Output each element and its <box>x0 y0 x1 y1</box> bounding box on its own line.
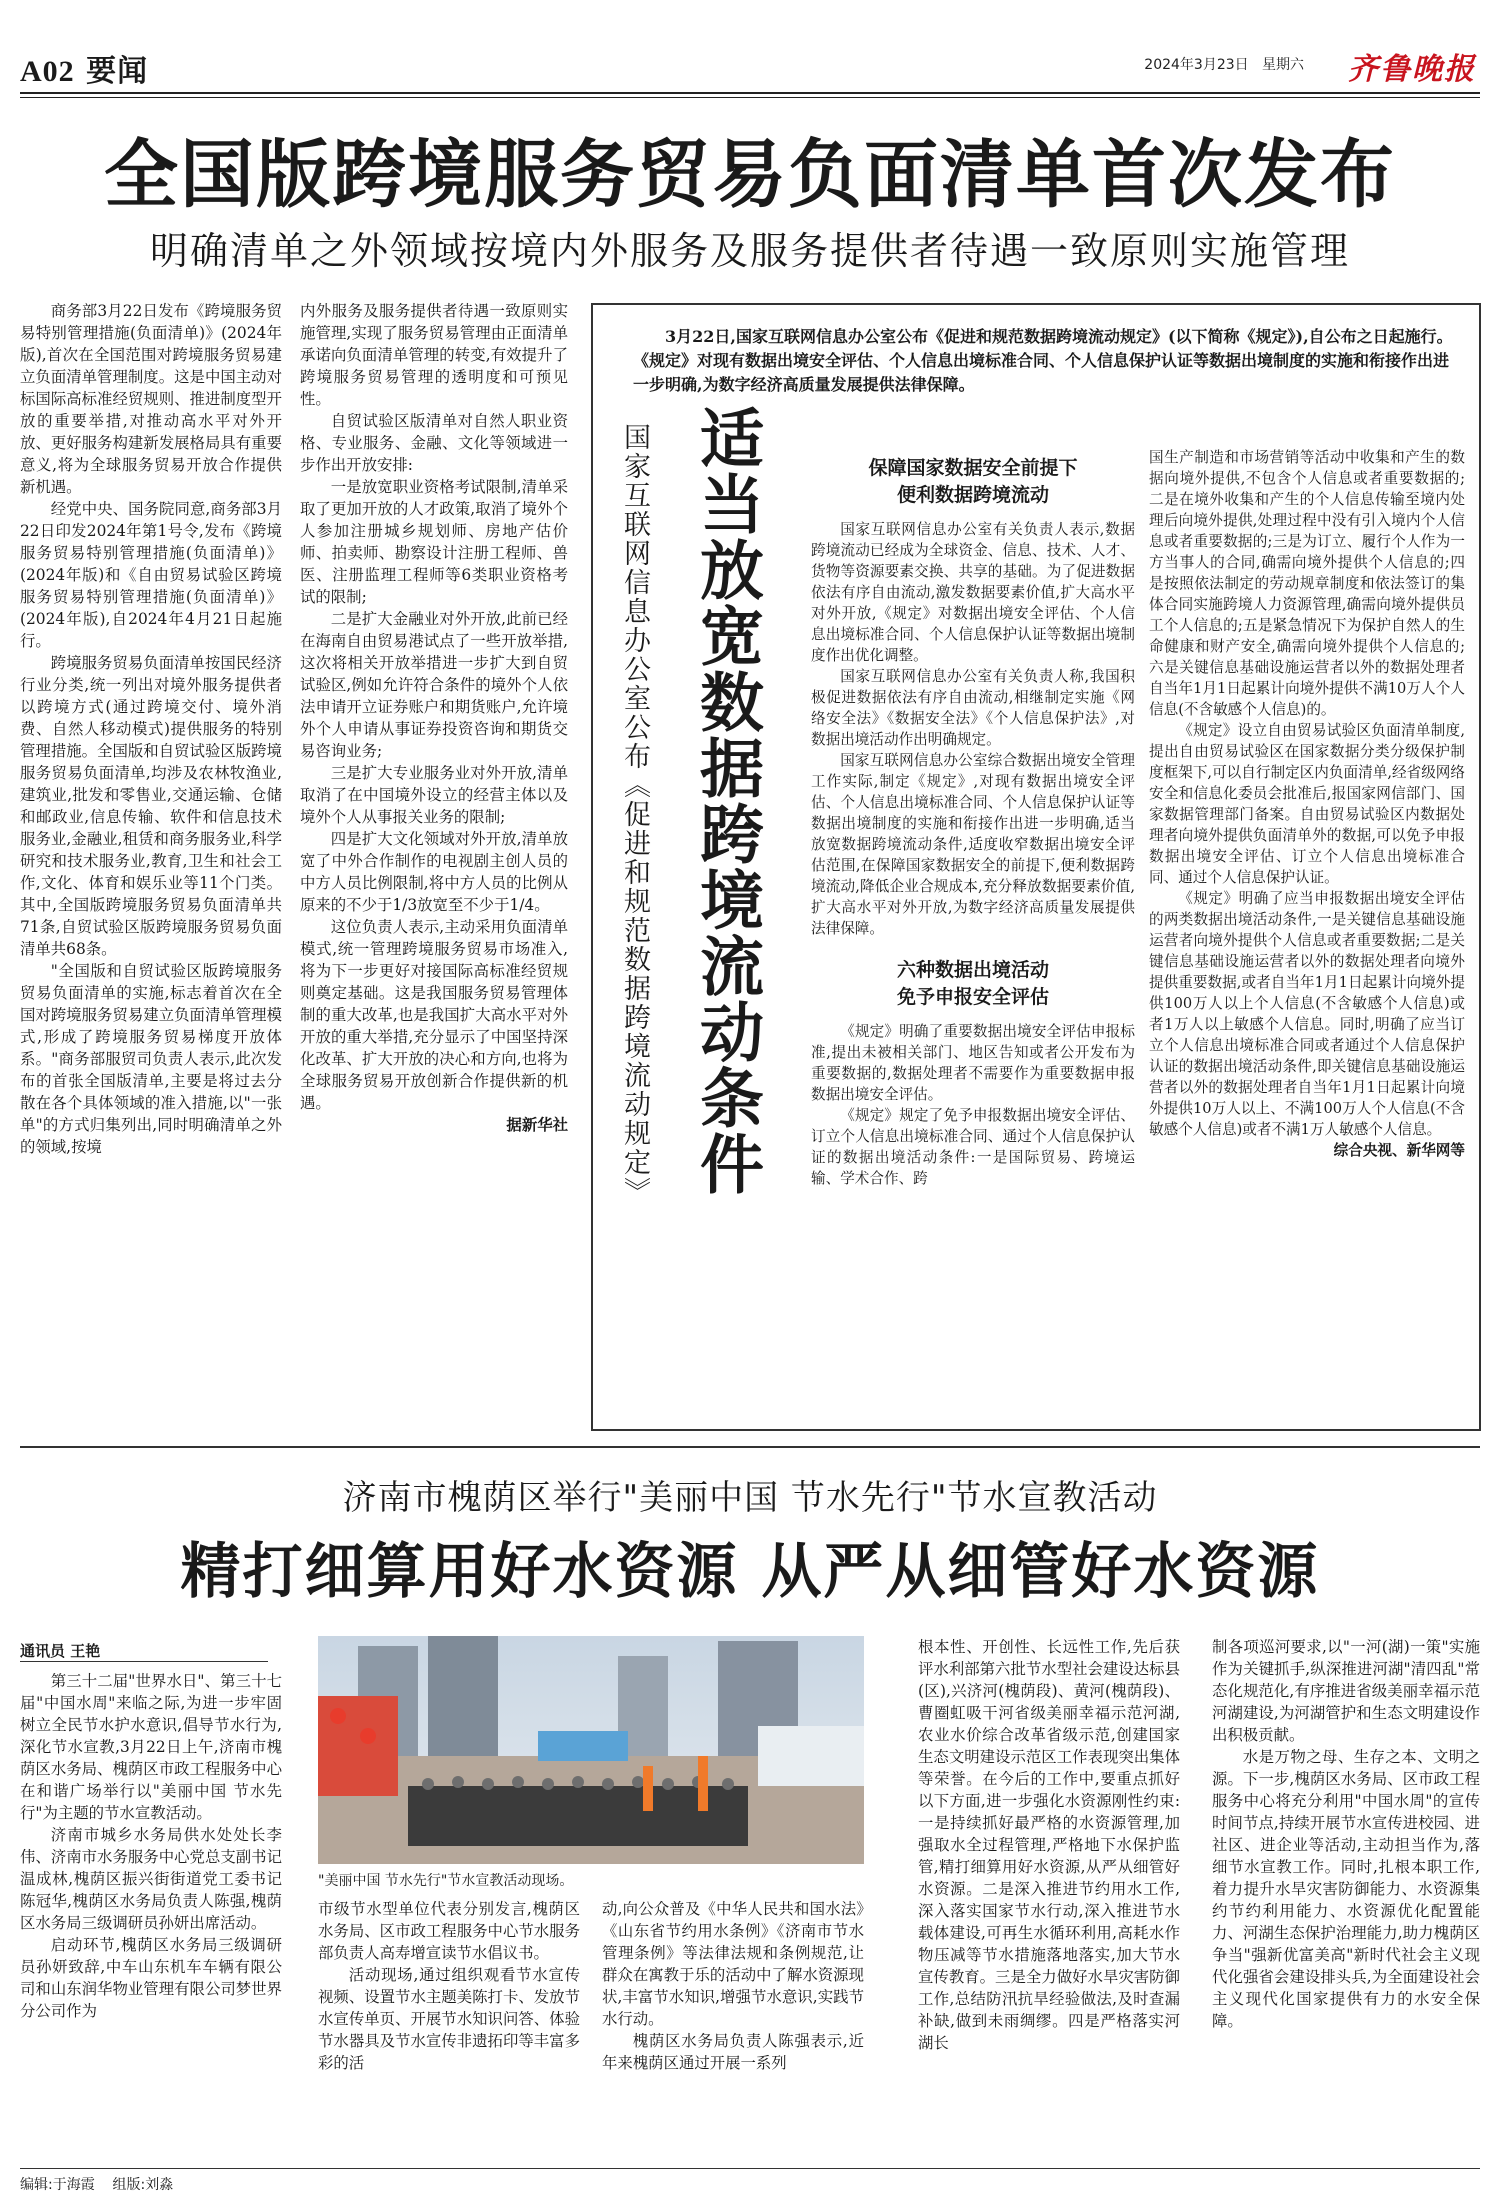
section-divider <box>20 1446 1480 1448</box>
paragraph: 国生产制造和市场营销等活动中收集和产生的数据向境外提供,不包含个人信息或者重要数据的;二是在境外收集和产生的个人信息传输至境内处理后向境外提供,处理过程中没有引入境内个人信息或者重要数据的;三是为订立、履行个人作为一方当事人的合同,确需向境外提供个人信息的;四是按照依法制定的劳动规章制度和依法签订的集体合同实施跨境人力资源管理,确需向境外提供员工个人信息的;五是紧急情况下为保护自然人的生命健康和财产安全,确需向境外提供个人信息的;六是关键信息基础设施运营者以外的数据处理者自当年1月1日起累计向境外提供不满10万人个人信息(不含敏感个人信息)的。 <box>1149 449 1465 718</box>
paragraph: 《规定》明确了应当申报数据出境安全评估的两类数据出境活动条件,一是关键信息基础设施运营者向境外提供个人信息或者重要数据;二是关键信息基础设施运营者以外的数据处理者向境外提供重要数据,或者自当年1月1日起累计向境外提供100万人以上个人信息(不含敏感个人信息)或者1万人以上敏感个人信息。同时,明确了应当订立个人信息出境标准合同或者通过个人信息保护认证的数据出境活动条件,即关键信息基础设施运营者以外的数据处理者自当年1月1日起累计向境外提供10万人以上、不满100万人个人信息(不含敏感个人信息)或者不满1万人敏感个人信息。 <box>1149 890 1465 1138</box>
article3-kicker: 济南市槐荫区举行"美丽中国 节水先行"节水宣教活动 <box>342 1478 1158 1518</box>
paragraph: 国家互联网信息办公室有关负责人表示,数据跨境流动已经成为全球资金、信息、技术、人才、货物等资源要素交换、共享的基础。为了促进数据依法有序自由流动,激发数据要素价值,扩大高水平对外开放,《规定》对数据出境安全评估、个人信息出境标准合同、个人信息保护认证等数据出境制度作出优化调整。 <box>811 521 1135 664</box>
paragraph: 三是扩大专业服务业对外开放,清单取消了在中国境外设立的经营主体以及境外个人从事报关业务的限制; <box>300 764 568 826</box>
article3-column-5 <box>1212 1636 1480 2032</box>
paragraph: 济南市城乡水务局供水处处长李伟、济南市水务服务中心党总支副书记温成林,槐荫区振兴街街道党工委书记陈冠华,槐荫区水务局负责人陈强,槐荫区水务局三级调研员孙妍出席活动。 <box>20 1826 282 1932</box>
article3-headline: 精打细算用好水资源 从严从细管好水资源 <box>180 1537 1320 1607</box>
article3-column-3 <box>602 1898 864 2074</box>
paragraph: 制各项巡河要求,以"一河(湖)一策"实施作为关键抓手,纵深推进河湖"清四乱"常态化规范化,有序推进省级美丽幸福示范河湖建设,为河湖管护和生态文明建设作出积极贡献。 <box>1212 1638 1480 1744</box>
date-text: 2024年3月23日 <box>1144 57 1249 73</box>
paragraph: 内外服务及服务提供者待遇一致原则实施管理,实现了服务贸易管理由正面清单承诺向负面清单管理的转变,有效提升了跨境服务贸易管理的透明度和可预见性。 <box>300 302 568 408</box>
editor-credit: 编辑:于海霞 <box>20 2177 95 2193</box>
data-flow-article-box <box>591 303 1481 1431</box>
article2-column-a <box>811 455 1135 1189</box>
paragraph: 动,向公众普及《中华人民共和国水法》《山东省节约用水条例》《济南市节水管理条例》等法律法规和条例规范,让群众在寓教于乐的活动中了解水资源现状,丰富节水知识,增强节水意识,实践节水行动。 <box>602 1900 864 2028</box>
page-number: A02 <box>20 55 75 88</box>
main-subheadline: 明确清单之外领域按境内外服务及服务提供者待遇一致原则实施管理 <box>149 229 1350 273</box>
article1-column-1 <box>20 300 282 1158</box>
paragraph: 商务部3月22日发布《跨境服务贸易特别管理措施(负面清单)》(2024年版),首次在全国范围对跨境服务贸易建立负面清单管理制度。这是中国主动对标国际高标准经贸规则、推进制度型开放的重要举措,对推动高水平对外开放、更好服务构建新发展格局具有重要意义,将为全球服务贸易开放合作提供新机遇。 <box>20 302 282 496</box>
paragraph: 国家互联网信息办公室综合数据出境安全管理工作实际,制定《规定》,对现有数据出境安全评估、个人信息出境标准合同、个人信息保护认证等数据出境制度的实施和衔接作出进一步明确,适当放宽数据跨境流动条件,适度收窄数据出境安全评估范围,在保障国家数据安全的前提下,便利数据跨境流动,降低企业合规成本,充分释放数据要素价值,扩大高水平对外开放,为数字经济高质量发展提供法律保障。 <box>811 752 1135 937</box>
paragraph: 启动环节,槐荫区水务局三级调研员孙妍致辞,中车山东机车车辆有限公司和山东润华物业管理有限公司梦世界分公司作为 <box>20 1936 282 2020</box>
subtitle-1 <box>811 455 1135 509</box>
article2-vertical-headline: 适当放宽数据跨境流动条件 <box>689 405 764 1197</box>
footer-rule <box>20 2168 1480 2169</box>
article2-column-a-text-2 <box>811 1021 1135 1189</box>
section-name: 要闻 <box>86 54 149 89</box>
paragraph: 槐荫区水务局负责人陈强表示,近年来槐荫区通过开展一系列 <box>602 2032 864 2072</box>
subtitle-1-line-1: 保障国家数据安全前提下 <box>868 457 1078 479</box>
article2-lead: 3月22日,国家互联网信息办公室公布《促进和规范数据跨境流动规定》(以下简称《规定》),自公布之日起施行。《规定》对现有数据出境安全评估、个人信息出境标准合同、个人信息保护认证等数据出境制度的实施和衔接作出进一步明确,为数字经济高质量发展提供法律保障。 <box>633 327 1453 394</box>
paragraph: 这位负责人表示,主动采用负面清单模式,统一管理跨境服务贸易市场准入,将为下一步更好对接国际高标准经贸规则奠定基础。这是我国服务贸易管理体制的重大改革,也是我国扩大高水平对外开放的重大举措,充分显示了中国坚持深化改革、扩大开放的决心和方向,也将为全球服务贸易开放创新合作提供新的机遇。 <box>300 918 568 1112</box>
page-section-label <box>20 46 148 90</box>
subtitle-2-line-1: 六种数据出境活动 <box>896 959 1049 981</box>
paragraph: 《规定》明确了重要数据出境安全评估申报标准,提出未被相关部门、地区告知或者公开发布为重要数据的,数据处理者不需要作为重要数据申报数据出境安全评估。 <box>811 1023 1135 1103</box>
paragraph: 二是扩大金融业对外开放,此前已经在海南自由贸易港试点了一些开放举措,这次将相关开放举措进一步扩大到自贸试验区,例如允许符合条件的境外个人依法申请开立证券账户和期货账户,允许境外个人申请从事证券投资咨询和期货交易咨询业务; <box>300 610 568 760</box>
paragraph: 活动现场,通过组织观看节水宣传视频、设置节水主题美陈打卡、发放节水宣传单页、开展节水知识问答、体验节水器具及节水宣传非遗拓印等丰富多彩的活 <box>318 1966 580 2072</box>
paragraph: 水是万物之母、生存之本、文明之源。下一步,槐荫区水务局、区市政工程服务中心将充分利用"中国水周"的宣传时间节点,持续开展节水宣传进校园、进社区、进企业等活动,主动担当作为,落细节水宣教工作。同时,扎根本职工作,着力提升水旱灾害防御能力、水资源集约节约利用能力、水资源优化配置能力、河湖生态保护治理能力,助力槐荫区争当"强新优富美高"新时代社会主义现代化强省会建设排头兵,为全面建设社会主义现代化国家提供有力的水安全保障。 <box>1212 1748 1480 2030</box>
subtitle-1-line-2: 便利数据跨境流动 <box>896 484 1049 506</box>
paragraph: 经党中央、国务院同意,商务部3月22日印发2024年第1号令,发布《跨境服务贸易特别管理措施(负面清单)》(2024年版)和《自由贸易试验区跨境服务贸易特别管理措施(负面清单)》(2024年版),自2024年4月21日起施行。 <box>20 500 282 650</box>
paragraph: 根本性、开创性、长远性工作,先后获评水利部第六批节水型社会建设达标县(区),兴济河(槐荫段)、黄河(槐荫段)、曹圈虹吸干河省级美丽幸福示范河湖,农业水价综合改革省级示范,创建国家生态文明建设示范区工作表现突出集体等荣誉。在今后的工作中,要重点抓好以下方面,进一步强化水资源刚性约束:一是持续抓好最严格的水资源管理,加强取水全过程管理,严格地下水保护监管,精打细算用好水资源,从严从细管好水资源。二是深入推进节约用水工作,深入落实国家节水行动,深入推进节水载体建设,可再生水循环利用,高耗水作物压减等节水措施落地落实,加大节水宣传教育。三是全力做好水旱灾害防御工作,总结防汛抗旱经验做法,及时查漏补缺,做到未雨绸缪。四是严格落实河湖长 <box>918 1638 1180 2052</box>
photo-caption: "美丽中国 节水先行"节水宣教活动现场。 <box>318 1873 574 1889</box>
paragraph: 《规定》设立自由贸易试验区负面清单制度,提出自由贸易试验区在国家数据分类分级保护制度框架下,可以自行制定区内负面清单,经省级网络安全和信息化委员会批准后,报国家网信部门、国家数据管理部门备案。自由贸易试验区内数据处理者向境外提供负面清单外的数据,可以免予申报数据出境安全评估、订立个人信息出境标准合同、通过个人信息保护认证。 <box>1149 722 1465 886</box>
article3-column-2 <box>318 1898 580 2074</box>
reporter-byline: 通讯员 王艳 <box>20 1640 268 1662</box>
article3-column-4 <box>918 1636 1180 2054</box>
paper-logo: 齐鲁晚报 <box>1348 52 1476 87</box>
paragraph: 一是放宽职业资格考试限制,清单采取了更加开放的人才政策,取消了境外个人参加注册城乡规划师、房地产估价师、拍卖师、勘察设计注册工程师、兽医、注册监理工程师等6类职业资格考试的限制; <box>300 478 568 606</box>
paragraph: 第三十二届"世界水日"、第三十七届"中国水周"来临之际,为进一步牢固树立全民节水护水意识,倡导节水行为,深化节水宣教,3月22日上午,济南市槐荫区水务局、槐荫区市政工程服务中心在和谐广场举行以"美丽中国 节水先行"为主题的节水宣教活动。 <box>20 1672 282 1822</box>
weekday-text: 星期六 <box>1262 57 1304 73</box>
paragraph: 跨境服务贸易负面清单按国民经济行业分类,统一列出对境外服务提供者以跨境方式(通过跨境交付、境外消费、自然人移动模式)提供服务的特别管理措施。全国版和自贸试验区版跨境服务贸易负面清单,均涉及农林牧渔业,建筑业,批发和零售业,交通运输、仓储和邮政业,信息传输、软件和信息技术服务业,金融业,租赁和商务服务业,科学研究和技术服务业,教育,卫生和社会工作,文化、体育和娱乐业等11个门类。其中,全国版跨境服务贸易负面清单共71条,自贸试验区版跨境服务贸易负面清单共68条。 <box>20 654 282 958</box>
article2-column-b <box>1149 447 1465 1161</box>
paragraph: 《规定》规定了免予申报数据出境安全评估、订立个人信息出境标准合同、通过个人信息保护认证的数据出境活动条件:一是国际贸易、跨境运输、学术合作、跨 <box>811 1107 1135 1187</box>
paragraph: 国家互联网信息办公室有关负责人称,我国积极促进数据依法有序自由流动,相继制定实施《网络安全法》《数据安全法》《个人信息保护法》,对数据出境活动作出明确规定。 <box>811 668 1135 748</box>
article2-vertical-subheadline: 国家互联网信息办公室公布《促进和规范数据跨境流动规定》 <box>619 423 650 1206</box>
issue-date <box>1144 54 1304 74</box>
subtitle-2-line-2: 免予申报安全评估 <box>896 986 1049 1008</box>
header-rule-thin <box>20 97 1480 98</box>
article2-credit: 综合央视、新华网等 <box>1333 1142 1465 1159</box>
paragraph: 自贸试验区版清单对自然人职业资格、专业服务、金融、文化等领域进一步作出开放安排: <box>300 412 568 474</box>
subtitle-2 <box>811 957 1135 1011</box>
event-photo <box>318 1636 864 1864</box>
footer-credits <box>20 2174 173 2194</box>
header-rule <box>20 92 1480 94</box>
article1-credit: 据新华社 <box>506 1116 568 1134</box>
article1-column-2 <box>300 300 568 1136</box>
article2-column-a-text <box>811 519 1135 939</box>
paragraph: 四是扩大文化领域对外开放,清单放宽了中外合作制作的电视剧主创人员的中方人员比例限制,将中方人员的比例从原来的不少于1/3放宽至不少于1/4。 <box>300 830 568 914</box>
paragraph: "全国版和自贸试验区版跨境服务贸易负面清单的实施,标志着首次在全国对跨境服务贸易建立负面清单管理模式,形成了跨境服务贸易梯度开放体系。"商务部服贸司负责人表示,此次发布的首张全国版清单,主要是将过去分散在各个具体领域的准入措施,以"一张单"的方式归集列出,同时明确清单之外的领域,按境 <box>20 962 282 1156</box>
event-photo-illustration <box>318 1636 864 1864</box>
article3-column-1 <box>20 1670 282 2022</box>
layout-credit: 组版:刘淼 <box>112 2177 174 2193</box>
paragraph: 市级节水型单位代表分别发言,槐荫区水务局、区市政工程服务中心节水服务部负责人高寿增宣读节水倡议书。 <box>318 1900 580 1962</box>
main-headline: 全国版跨境服务贸易负面清单首次发布 <box>104 132 1396 218</box>
